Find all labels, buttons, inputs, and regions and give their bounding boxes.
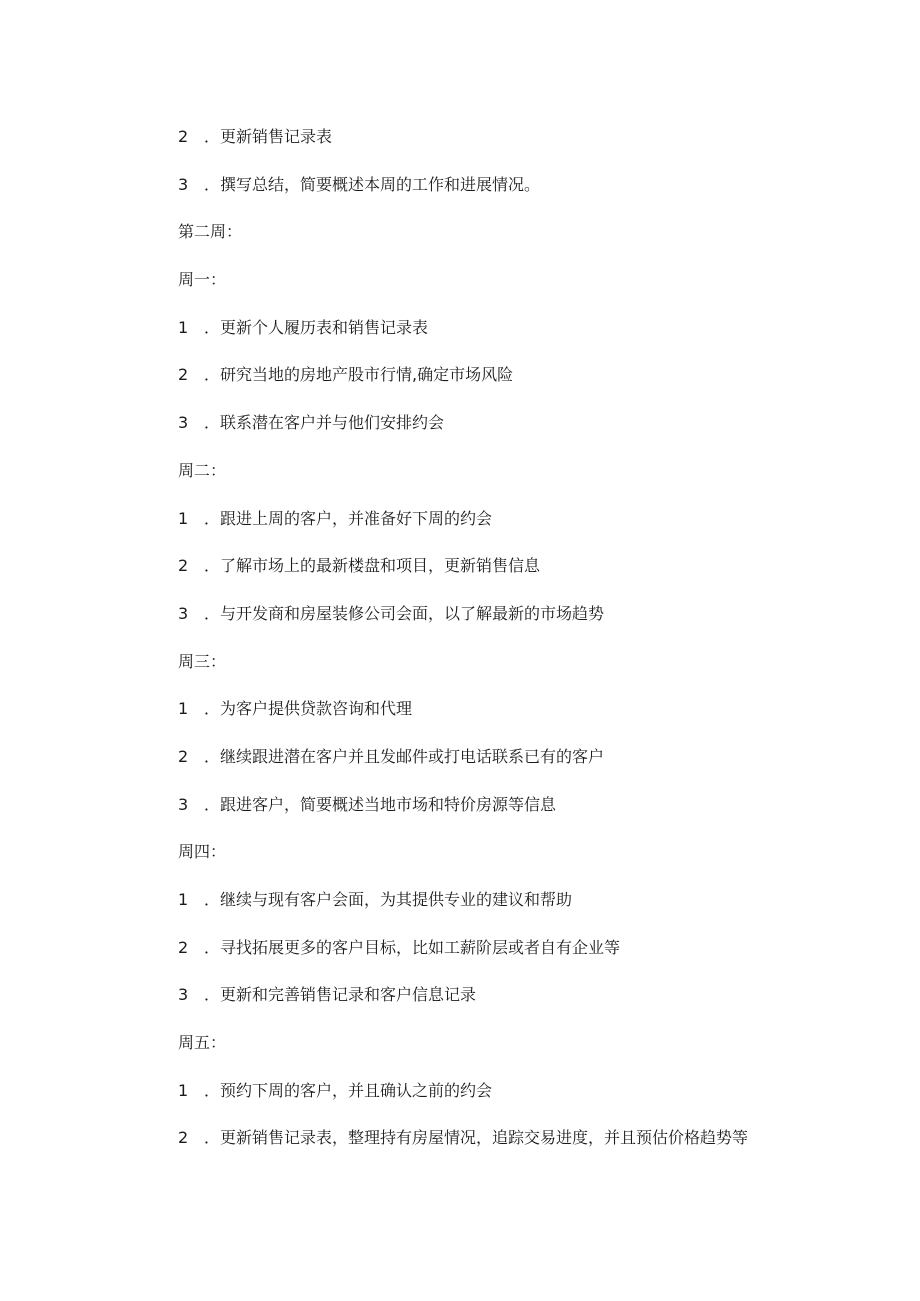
item-text: ．更新和完善销售记录和客户信息记录 bbox=[204, 985, 477, 1005]
item-number: 3 bbox=[178, 794, 189, 814]
item-number: 1 bbox=[178, 699, 189, 719]
item-text: ．了解市场上的最新楼盘和项目，更新销售信息 bbox=[204, 556, 541, 576]
heading-text: 周一： bbox=[178, 270, 227, 290]
heading-text: 周四： bbox=[178, 842, 227, 862]
item-text: ．继续跟进潜在客户并且发邮件或打电话联系已有的客户 bbox=[204, 746, 605, 766]
item-number: 3 bbox=[178, 413, 189, 433]
item-number: 2 bbox=[178, 937, 189, 957]
heading-text: 周三： bbox=[178, 651, 227, 671]
heading-text: 周五： bbox=[178, 1033, 227, 1053]
item-number: 1 bbox=[178, 508, 189, 528]
list-item bbox=[178, 166, 818, 214]
list-item bbox=[178, 976, 818, 1024]
item-number: 3 bbox=[178, 985, 189, 1005]
list-item bbox=[178, 404, 818, 452]
list-item bbox=[178, 595, 818, 643]
list-item bbox=[178, 1072, 818, 1120]
item-number: 2 bbox=[178, 365, 189, 385]
item-number: 2 bbox=[178, 746, 189, 766]
document-body bbox=[178, 118, 818, 1167]
item-text: ．为客户提供贷款咨询和代理 bbox=[204, 699, 413, 719]
list-item bbox=[178, 881, 818, 929]
list-item bbox=[178, 738, 818, 786]
item-text: ．更新销售记录表，整理持有房屋情况，追踪交易进度，并且预估价格趋势等 bbox=[204, 1128, 749, 1148]
day-heading bbox=[178, 1024, 818, 1072]
item-text: ．更新销售记录表 bbox=[204, 127, 333, 146]
item-number: 3 bbox=[178, 603, 189, 623]
item-number: 2 bbox=[178, 127, 189, 146]
day-heading bbox=[178, 833, 818, 881]
item-number: 1 bbox=[178, 890, 189, 909]
item-number: 1 bbox=[178, 1080, 189, 1100]
item-text: ．与开发商和房屋装修公司会面，以了解最新的市场趋势 bbox=[204, 603, 605, 623]
item-text: ．撰写总结，简要概述本周的工作和进展情况。 bbox=[204, 174, 541, 194]
heading-text: 周二： bbox=[178, 460, 227, 480]
item-number: 2 bbox=[178, 1128, 189, 1148]
item-text: ．跟进上周的客户，并准备好下周的约会 bbox=[204, 508, 493, 528]
item-text: ．预约下周的客户，并且确认之前的约会 bbox=[204, 1080, 493, 1100]
item-number: 3 bbox=[178, 174, 189, 194]
day-heading bbox=[178, 643, 818, 691]
item-text: ．继续与现有客户会面，为其提供专业的建议和帮助 bbox=[204, 890, 573, 909]
day-heading bbox=[178, 452, 818, 500]
list-item bbox=[178, 356, 818, 404]
section-heading bbox=[178, 213, 818, 261]
list-item bbox=[178, 500, 818, 548]
item-text: ．研究当地的房地产股市行情,确定市场风险 bbox=[204, 365, 514, 385]
list-item bbox=[178, 929, 818, 977]
list-item bbox=[178, 1119, 818, 1167]
item-number: 2 bbox=[178, 556, 189, 576]
item-text: ．跟进客户，简要概述当地市场和特价房源等信息 bbox=[204, 794, 557, 814]
list-item bbox=[178, 118, 818, 166]
list-item bbox=[178, 547, 818, 595]
list-item bbox=[178, 309, 818, 357]
item-text: ．更新个人履历表和销售记录表 bbox=[204, 317, 429, 337]
item-text: ．寻找拓展更多的客户目标，比如工薪阶层或者自有企业等 bbox=[204, 937, 621, 957]
item-number: 1 bbox=[178, 317, 189, 337]
heading-text: 第二周： bbox=[178, 222, 243, 242]
list-item bbox=[178, 786, 818, 834]
item-text: ．联系潜在客户并与他们安排约会 bbox=[204, 413, 445, 433]
list-item bbox=[178, 690, 818, 738]
day-heading bbox=[178, 261, 818, 309]
